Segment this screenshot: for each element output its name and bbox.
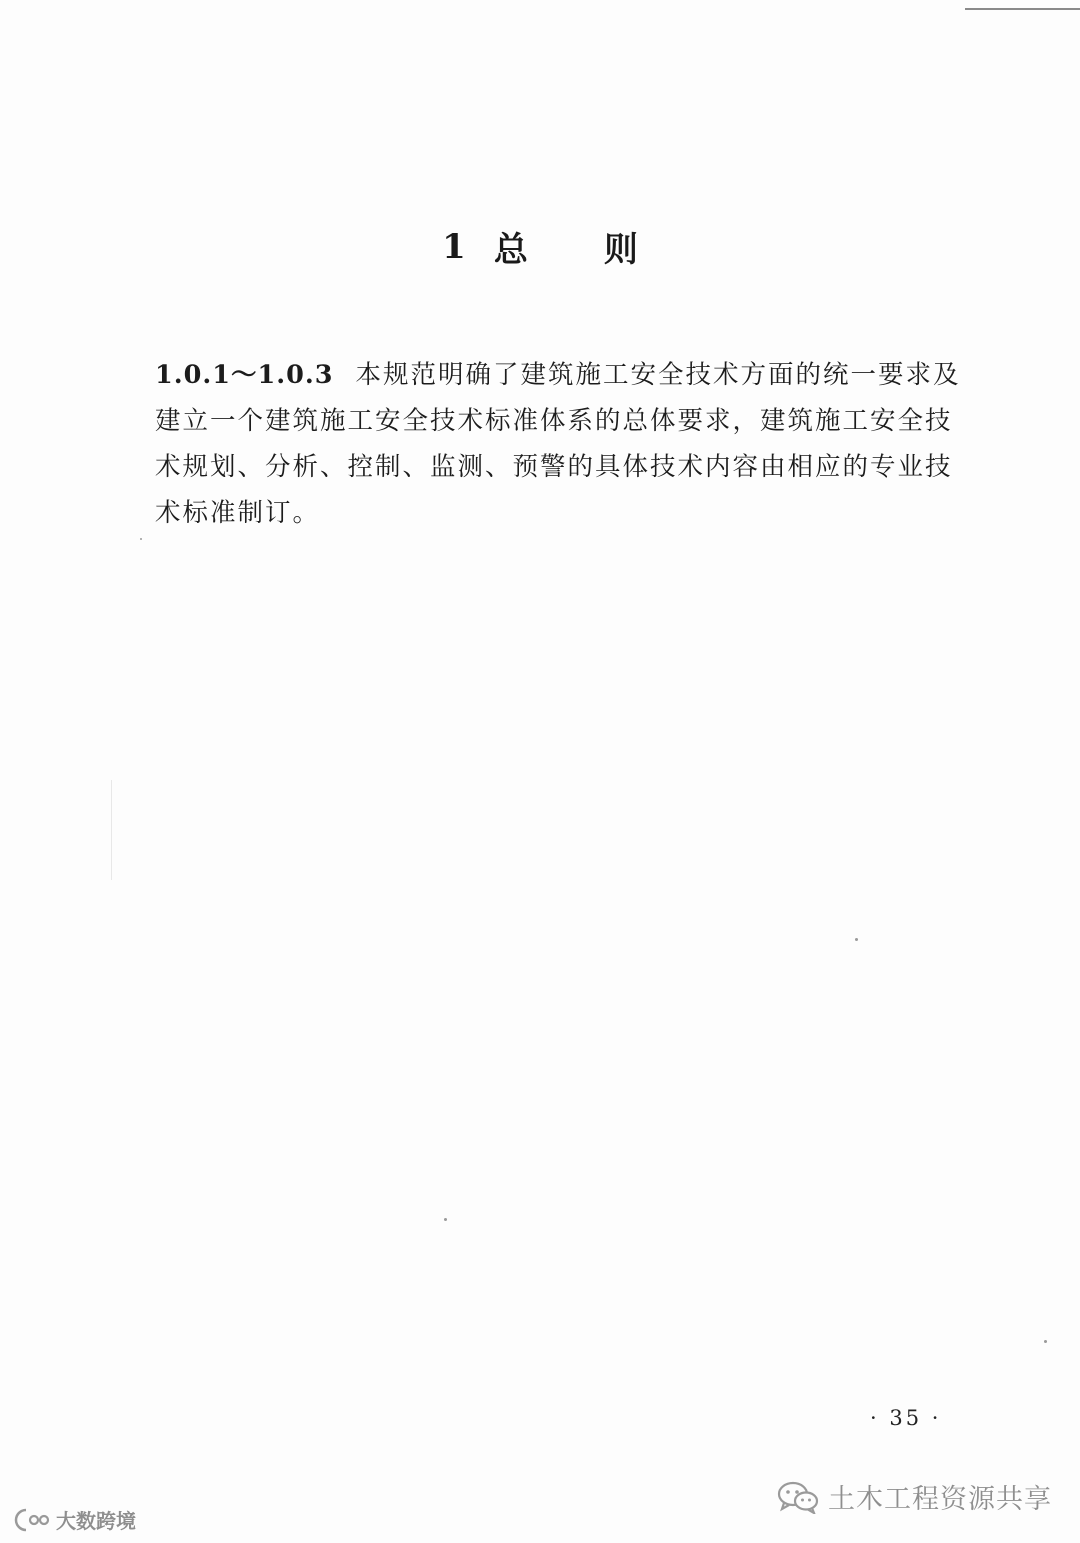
clause-paragraph [155,352,975,536]
watermark-right [776,1477,1052,1516]
scan-speck [444,1218,447,1221]
scan-speck [1044,1340,1047,1343]
watermark-left-label: 大数跨境 [56,1509,136,1533]
watermark-right-label: 土木工程资源共享 [828,1484,1052,1515]
scan-speck [140,538,142,540]
chapter-heading [0,222,1080,271]
watermark-left [14,1505,136,1534]
scan-artifact-line [111,780,112,880]
wechat-icon [776,1480,820,1514]
clause-number: 1.0.1～1.0.3 [155,360,334,390]
page-edge-line [965,0,1080,10]
page-number: · 35 · [870,1406,942,1430]
chapter-title-part2: 则 [603,230,638,270]
logo-icon [14,1507,50,1533]
clause-text: 本规范明确了建筑施工安全技术方面的统一要求及建立一个建筑施工安全技术标准体系的总体要求，建筑施工安全技术规划、分析、控制、监测、预警的具体技术内容由相应的专业技术标准制订。 [155,360,961,528]
chapter-title-part1: 总 [493,230,528,270]
scan-speck [855,938,858,941]
chapter-number: 1 [442,226,466,267]
